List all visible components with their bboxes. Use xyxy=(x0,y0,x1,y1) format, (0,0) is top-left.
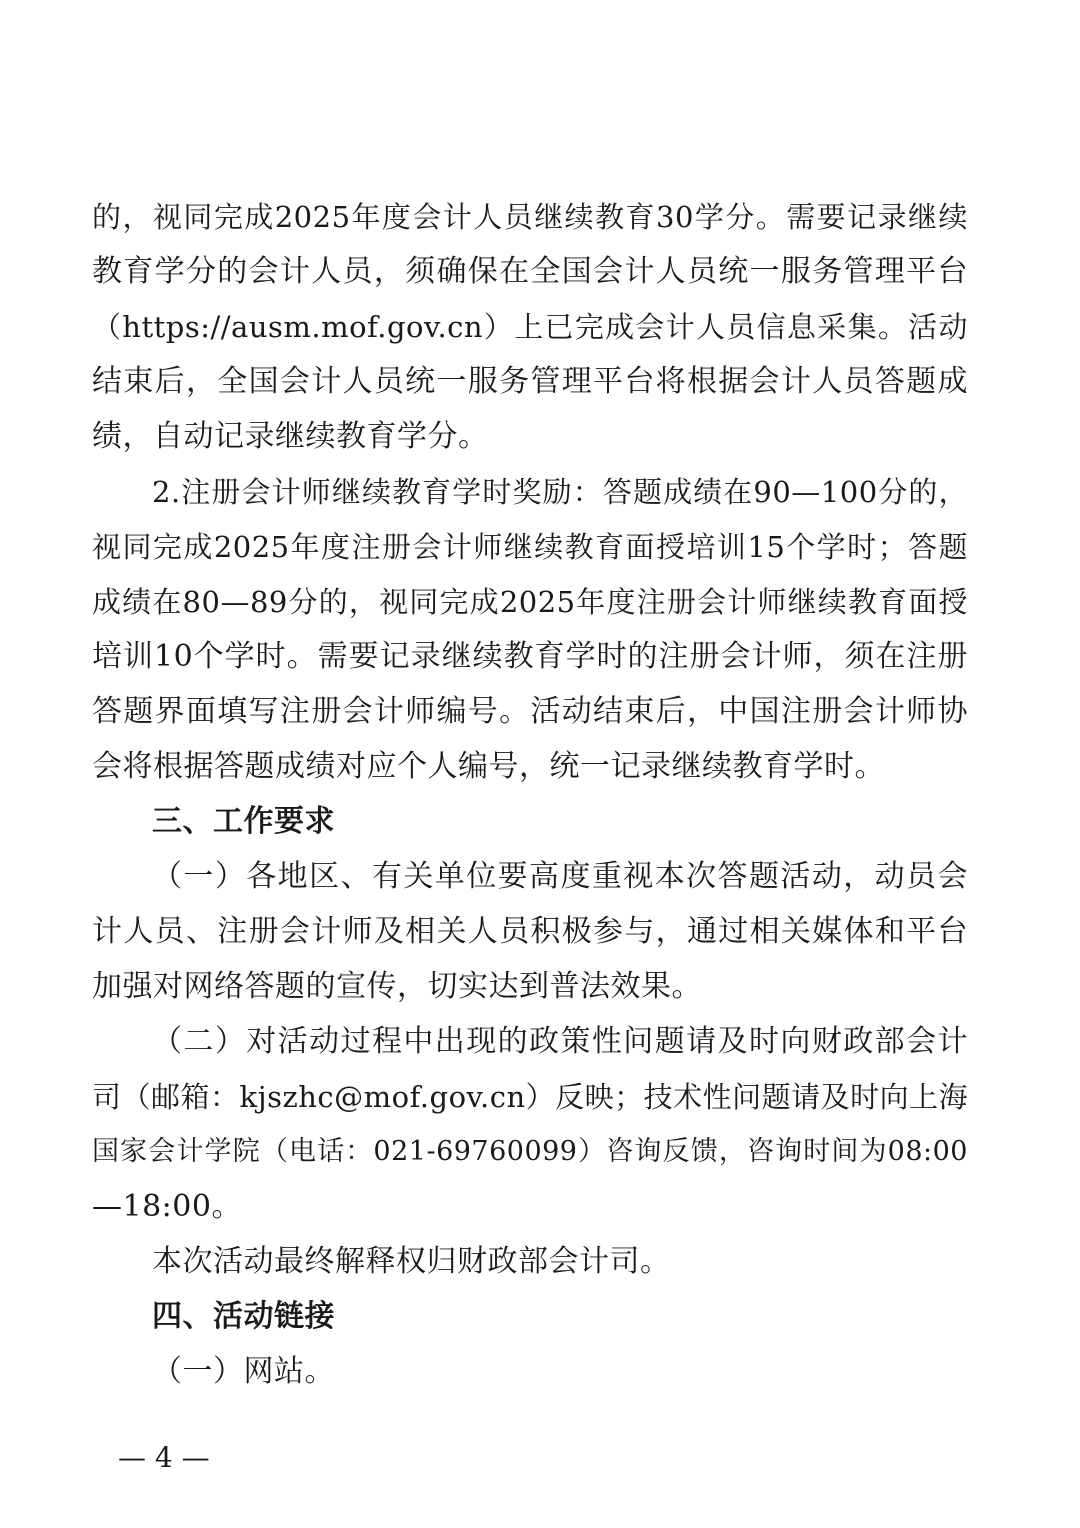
paragraph-line: 培训10个学时。需要记录继续教育学时的注册会计师，须在注册 xyxy=(92,639,968,674)
paragraph-line: 计人员、注册会计师及相关人员积极参与，通过相关媒体和平台 xyxy=(92,914,968,949)
paragraph-line: （一）网站。 xyxy=(152,1354,335,1389)
paragraph-line: 司（邮箱：kjszhc@mof.gov.cn）反映；技术性问题请及时向上海 xyxy=(92,1080,969,1114)
paragraph-line: （二）对活动过程中出现的政策性问题请及时向财政部会计 xyxy=(152,1024,968,1059)
paragraph-line: 的，视同完成2025年度会计人员继续教育30学分。需要记录继续 xyxy=(92,200,968,234)
section-heading-activity-links: 四、活动链接 xyxy=(152,1299,335,1334)
paragraph-line: （https://ausm.mof.gov.cn）上已完成会计人员信息采集。活动 xyxy=(92,310,968,344)
paragraph-line: 本次活动最终解释权归财政部会计司。 xyxy=(152,1244,671,1279)
section-heading-work-requirements: 三、工作要求 xyxy=(152,804,335,839)
paragraph-line: 视同完成2025年度注册会计师继续教育面授培训15个学时；答题 xyxy=(92,530,968,564)
paragraph-line: 成绩在80—89分的，视同完成2025年度注册会计师继续教育面授 xyxy=(92,585,968,619)
paragraph-line: 答题界面填写注册会计师编号。活动结束后，中国注册会计师协 xyxy=(92,694,968,729)
paragraph-line: 教育学分的会计人员，须确保在全国会计人员统一服务管理平台 xyxy=(92,254,968,289)
paragraph-line: 会将根据答题成绩对应个人编号，统一记录继续教育学时。 xyxy=(92,749,885,784)
paragraph-line: （一）各地区、有关单位要高度重视本次答题活动，动员会 xyxy=(152,859,968,894)
paragraph-line: —18:00。 xyxy=(92,1189,242,1224)
page-number: — 4 — xyxy=(118,1441,210,1474)
paragraph-line: 加强对网络答题的宣传，切实达到普法效果。 xyxy=(92,969,702,1004)
paragraph-line: 结束后，全国会计人员统一服务管理平台将根据会计人员答题成 xyxy=(92,364,968,399)
paragraph-line: 2.注册会计师继续教育学时奖励：答题成绩在90—100分的， xyxy=(152,475,968,509)
paragraph-line: 国家会计学院（电话：021-69760099）咨询反馈，咨询时间为08:00 xyxy=(92,1136,968,1167)
paragraph-line: 绩，自动记录继续教育学分。 xyxy=(92,419,489,454)
